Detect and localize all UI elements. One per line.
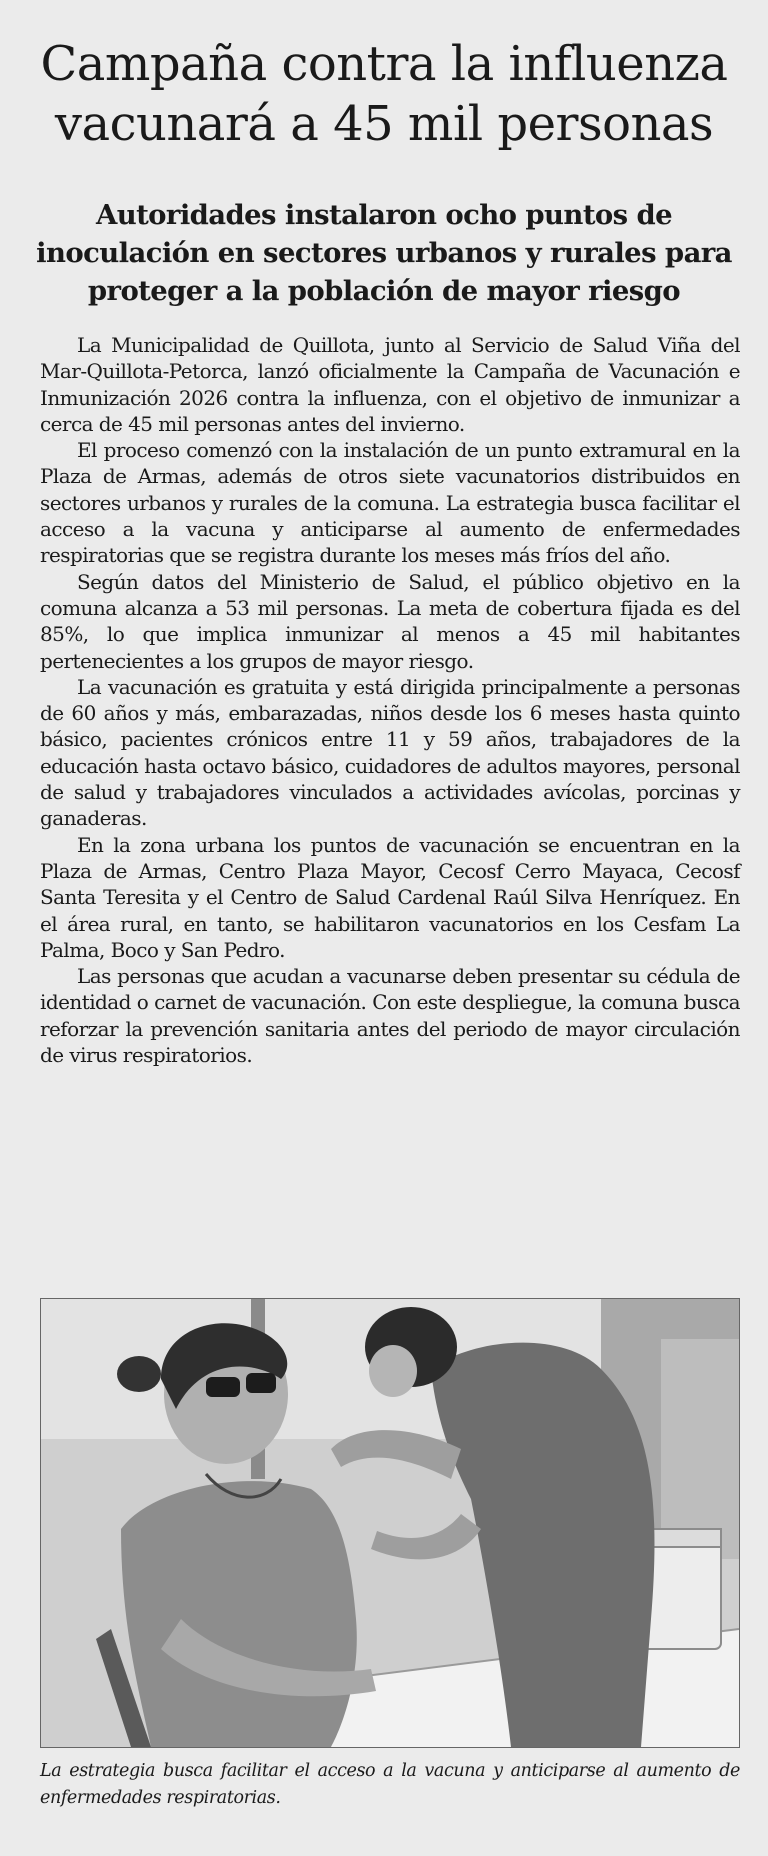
photo-caption: La estrategia busca facilitar el acceso a la vacuna y anticiparse al aumento de enfermedades respiratorias. bbox=[40, 1761, 740, 1808]
vaccination-photo bbox=[40, 1298, 740, 1748]
subheadline: Autoridades instalaron ocho puntos de inoculación en sectores urbanos y rurales para proteger a la población de mayor riesgo bbox=[36, 199, 732, 307]
paragraph-6: Las personas que acudan a vacunarse deben presentar su cédula de identidad o carnet de vacunación. Con este despliegue, la comuna busca reforzar la prevención sanitaria antes del periodo de mayor circulación de virus respiratorios. bbox=[40, 964, 740, 1068]
article-body bbox=[40, 332, 740, 1068]
paragraph-1: La Municipalidad de Quillota, junto al Servicio de Salud Viña del Mar-Quillota-Petorca, lanzó oficialmente la Campaña de Vacunación e Inmunización 2026 contra la influenza, con el objetivo de inmunizar a cerca de 45 mil personas antes del invierno. bbox=[40, 333, 740, 436]
paragraph-4: La vacunación es gratuita y está dirigida principalmente a personas de 60 años y más, embarazadas, niños desde los 6 meses hasta quinto básico, pacientes crónicos entre 11 y 59 años, trabajadores de la educación hasta octavo básico, cuidadores de adultos mayores, personal de salud y trabajadores vinculados a actividades avícolas, porcinas y ganaderas. bbox=[40, 674, 740, 831]
paragraph-2: El proceso comenzó con la instalación de un punto extramural en la Plaza de Armas, además de otros siete vacunatorios distribuidos en sectores urbanos y rurales de la comuna. La estrategia busca facilitar el acceso a la vacuna y anticiparse al aumento de enfermedades respiratorias que se registra durante los meses más fríos del año. bbox=[40, 438, 740, 568]
headline: Campaña contra la influenza vacunará a 45 mil personas bbox=[40, 36, 728, 152]
paragraph-3: Según datos del Ministerio de Salud, el público objetivo en la comuna alcanza a 53 mil personas. La meta de cobertura fijada es del 85%, lo que implica inmunizar al menos a 45 mil habitantes pertenecientes a los grupos de mayor riesgo. bbox=[40, 569, 740, 673]
paragraph-5: En la zona urbana los puntos de vacunación se encuentran en la Plaza de Armas, Centro Plaza Mayor, Cecosf Cerro Mayaca, Cecosf Santa Teresita y el Centro de Salud Cardenal Raúl Silva Henríquez. En el área rural, en tanto, se habilitaron vacunatorios en los Cesfam La Palma, Boco y San Pedro. bbox=[40, 832, 740, 962]
